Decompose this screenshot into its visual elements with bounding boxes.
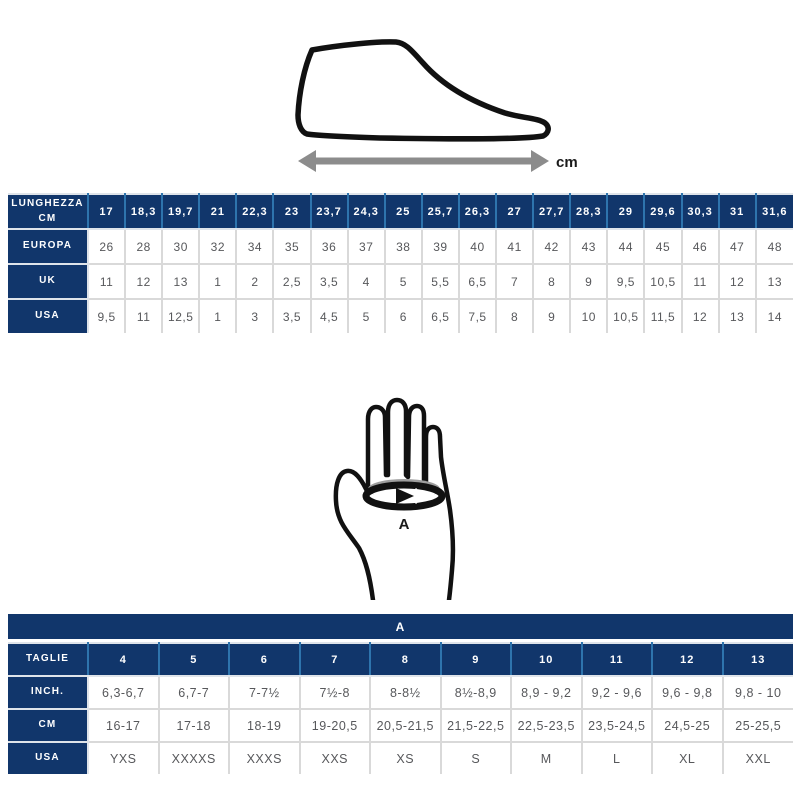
value-cell: 7-7½ — [229, 676, 300, 709]
value-cell: 7,5 — [459, 299, 496, 333]
value-cell: 6,5 — [422, 299, 459, 333]
value-cell: XXS — [300, 742, 371, 774]
value-cell: L — [582, 742, 653, 774]
value-cell: 7 — [496, 264, 533, 299]
column-header-cell: 5 — [159, 643, 230, 676]
value-cell: 9,5 — [607, 264, 644, 299]
value-cell: 5 — [348, 299, 385, 333]
glove-size-table — [8, 642, 793, 774]
value-cell: 42 — [533, 229, 570, 264]
value-cell: 36 — [311, 229, 348, 264]
value-cell: 3 — [236, 299, 273, 333]
value-cell: 10 — [570, 299, 607, 333]
value-cell: XXL — [723, 742, 794, 774]
column-header-cell: 22,3 — [236, 194, 273, 229]
value-cell: 39 — [422, 229, 459, 264]
value-cell: 9,5 — [88, 299, 125, 333]
value-cell: 10,5 — [644, 264, 681, 299]
row-label-cell: USA — [8, 742, 88, 774]
column-header-cell: 28,3 — [570, 194, 607, 229]
shoe-size-table — [8, 193, 793, 333]
column-header-cell: 19,7 — [162, 194, 199, 229]
value-cell: 35 — [273, 229, 310, 264]
row-label-cell: USA — [8, 299, 88, 333]
value-cell: 11 — [682, 264, 719, 299]
value-cell: XXXXS — [159, 742, 230, 774]
value-cell: S — [441, 742, 512, 774]
shoe-last-illustration — [260, 18, 590, 188]
column-header-cell: 11 — [582, 643, 653, 676]
column-header-cell: 10 — [511, 643, 582, 676]
value-cell: 37 — [348, 229, 385, 264]
value-cell: 9 — [570, 264, 607, 299]
column-header-cell: 24,3 — [348, 194, 385, 229]
value-cell: 2 — [236, 264, 273, 299]
value-cell: 5 — [385, 264, 422, 299]
value-cell: 23,5-24,5 — [582, 709, 653, 742]
value-cell: 26 — [88, 229, 125, 264]
band-a-label: A — [398, 516, 410, 533]
row-label-cell: EUROPA — [8, 229, 88, 264]
value-cell: 6,3-6,7 — [88, 676, 159, 709]
value-cell: 12 — [719, 264, 756, 299]
value-cell: 12,5 — [162, 299, 199, 333]
row-label-cell: UK — [8, 264, 88, 299]
column-header-cell: 6 — [229, 643, 300, 676]
column-header-cell: 8 — [370, 643, 441, 676]
shoe-last-outline-icon — [298, 42, 548, 139]
value-cell: YXS — [88, 742, 159, 774]
value-cell: 11 — [125, 299, 162, 333]
value-cell: 22,5-23,5 — [511, 709, 582, 742]
value-cell: 9,6 - 9,8 — [652, 676, 723, 709]
column-header-cell: 27 — [496, 194, 533, 229]
column-header-cell: 29,6 — [644, 194, 681, 229]
value-cell: 18-19 — [229, 709, 300, 742]
value-cell: 4 — [348, 264, 385, 299]
column-header-cell: 26,3 — [459, 194, 496, 229]
value-cell: 20,5-21,5 — [370, 709, 441, 742]
value-cell: 9 — [533, 299, 570, 333]
value-cell: 44 — [607, 229, 644, 264]
column-header-cell: 25,7 — [422, 194, 459, 229]
column-header-cell: 23 — [273, 194, 310, 229]
value-cell: 2,5 — [273, 264, 310, 299]
hand-illustration — [310, 385, 510, 600]
value-cell: 41 — [496, 229, 533, 264]
value-cell: XXXS — [229, 742, 300, 774]
value-cell: 28 — [125, 229, 162, 264]
glove-measure-header-bar: A — [8, 614, 793, 639]
value-cell: 8 — [496, 299, 533, 333]
column-header-cell: 25 — [385, 194, 422, 229]
column-header-cell: 27,7 — [533, 194, 570, 229]
value-cell: 21,5-22,5 — [441, 709, 512, 742]
row-label-cell: TAGLIE — [8, 643, 88, 676]
value-cell: 1 — [199, 299, 236, 333]
value-cell: 9,2 - 9,6 — [582, 676, 653, 709]
column-header-cell: 9 — [441, 643, 512, 676]
cm-label: cm — [556, 154, 578, 171]
value-cell: 32 — [199, 229, 236, 264]
value-cell: 19-20,5 — [300, 709, 371, 742]
value-cell: 17-18 — [159, 709, 230, 742]
row-label-cell: LUNGHEZZA CM — [8, 194, 88, 229]
column-header-cell: 7 — [300, 643, 371, 676]
column-header-cell: 18,3 — [125, 194, 162, 229]
value-cell: 24,5-25 — [652, 709, 723, 742]
value-cell: 48 — [756, 229, 793, 264]
value-cell: 13 — [719, 299, 756, 333]
value-cell: 47 — [719, 229, 756, 264]
row-label-cell: INCH. — [8, 676, 88, 709]
column-header-cell: 4 — [88, 643, 159, 676]
value-cell: 34 — [236, 229, 273, 264]
value-cell: 10,5 — [607, 299, 644, 333]
value-cell: 25-25,5 — [723, 709, 794, 742]
value-cell: 13 — [756, 264, 793, 299]
value-cell: 8,9 - 9,2 — [511, 676, 582, 709]
value-cell: XS — [370, 742, 441, 774]
column-header-cell: 30,3 — [682, 194, 719, 229]
measure-arrow-icon — [298, 150, 549, 172]
value-cell: 43 — [570, 229, 607, 264]
value-cell: 8½-8,9 — [441, 676, 512, 709]
value-cell: 3,5 — [311, 264, 348, 299]
value-cell: 13 — [162, 264, 199, 299]
column-header-cell: 31 — [719, 194, 756, 229]
value-cell: 46 — [682, 229, 719, 264]
value-cell: 38 — [385, 229, 422, 264]
value-cell: 12 — [125, 264, 162, 299]
column-header-cell: 12 — [652, 643, 723, 676]
value-cell: 6 — [385, 299, 422, 333]
row-label-cell: CM — [8, 709, 88, 742]
column-header-cell: 17 — [88, 194, 125, 229]
value-cell: 12 — [682, 299, 719, 333]
value-cell: 7½-8 — [300, 676, 371, 709]
value-cell: 1 — [199, 264, 236, 299]
size-table — [8, 642, 793, 774]
value-cell: 3,5 — [273, 299, 310, 333]
value-cell: 8 — [533, 264, 570, 299]
size-table — [8, 193, 793, 333]
column-header-cell: 23,7 — [311, 194, 348, 229]
value-cell: 11 — [88, 264, 125, 299]
value-cell: 8-8½ — [370, 676, 441, 709]
value-cell: 4,5 — [311, 299, 348, 333]
column-header-cell: 21 — [199, 194, 236, 229]
value-cell: 6,5 — [459, 264, 496, 299]
column-header-cell: 29 — [607, 194, 644, 229]
value-cell: 45 — [644, 229, 681, 264]
value-cell: 14 — [756, 299, 793, 333]
value-cell: M — [511, 742, 582, 774]
value-cell: 5,5 — [422, 264, 459, 299]
column-header-cell: 13 — [723, 643, 794, 676]
value-cell: 40 — [459, 229, 496, 264]
value-cell: 9,8 - 10 — [723, 676, 794, 709]
value-cell: 16-17 — [88, 709, 159, 742]
column-header-cell: 31,6 — [756, 194, 793, 229]
value-cell: 30 — [162, 229, 199, 264]
value-cell: XL — [652, 742, 723, 774]
value-cell: 11,5 — [644, 299, 681, 333]
value-cell: 6,7-7 — [159, 676, 230, 709]
